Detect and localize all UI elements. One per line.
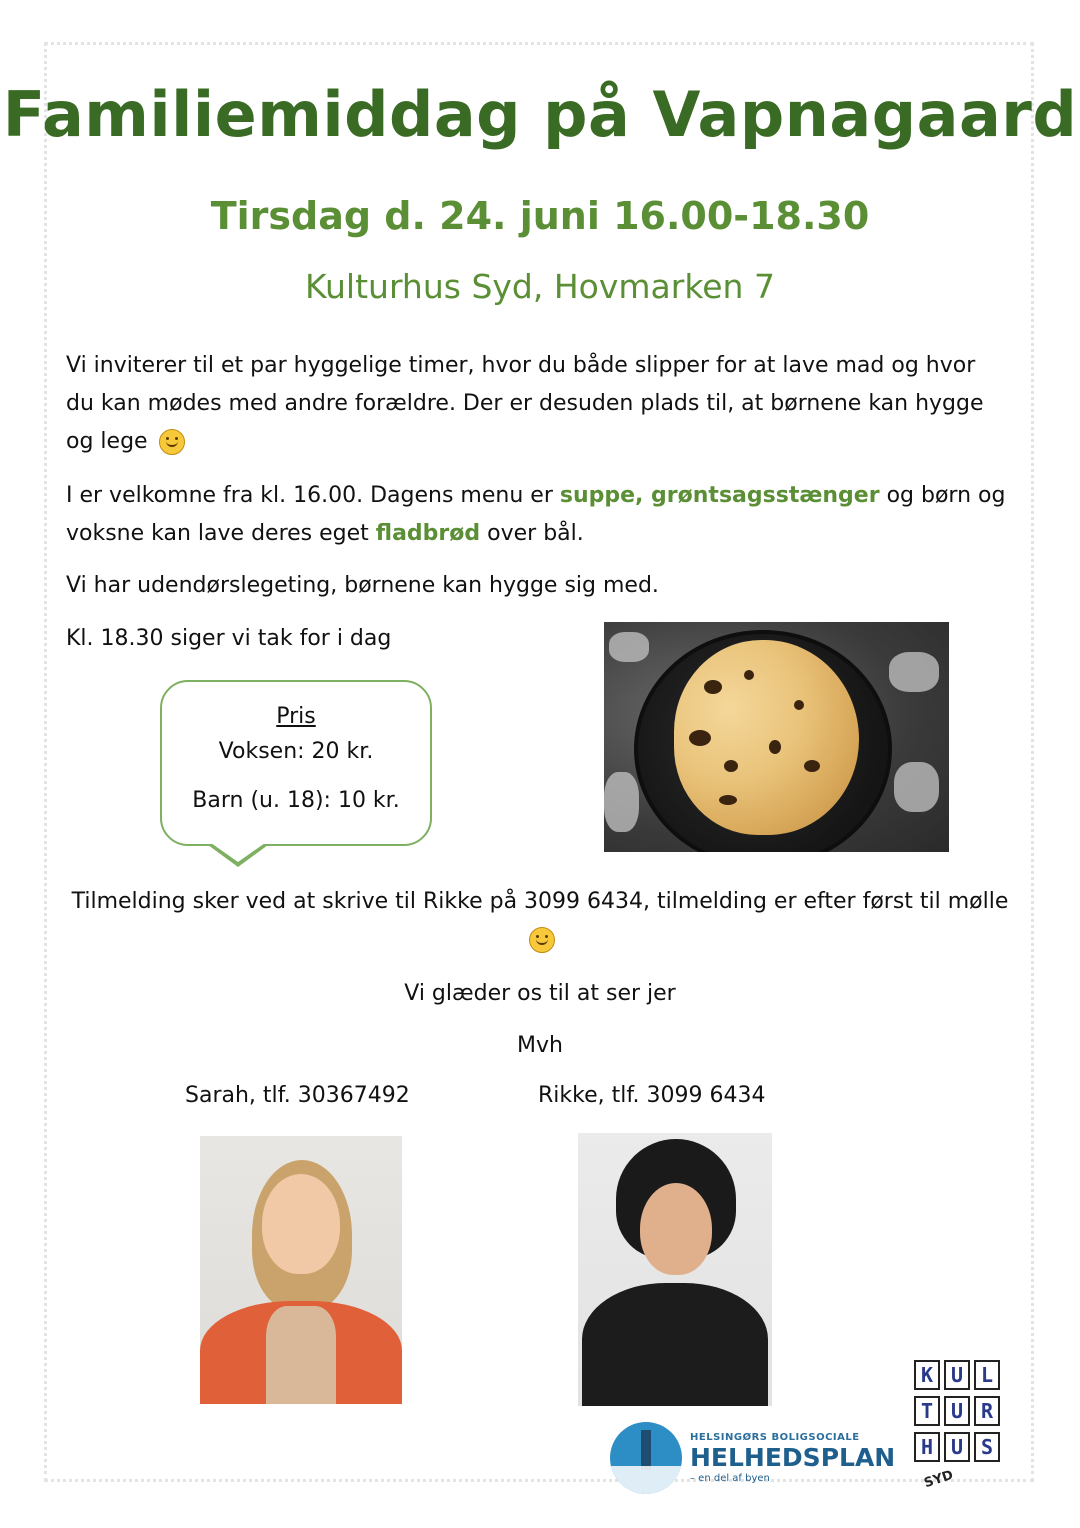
menu-item-flatbread: fladbrød — [375, 521, 481, 546]
kulturhus-syd-text: SYD — [922, 1467, 956, 1492]
kulturhus-logo — [912, 1360, 1008, 1498]
kulturhus-letter: S — [974, 1432, 1000, 1462]
blouse — [266, 1306, 336, 1404]
closing-time: Kl. 18.30 siger vi tak for i dag — [66, 626, 392, 651]
rikke-photo — [578, 1133, 772, 1406]
price-child: Barn (u. 18): 10 kr. — [192, 788, 400, 813]
helhedsplan-main-text: HELHEDSPLAN — [690, 1443, 896, 1472]
menu-text-1: I er velkomne fra kl. 16.00. Dagens menu er — [66, 483, 560, 508]
page-title: Familiemiddag på Vapnagaard — [2, 78, 1078, 151]
sweater — [582, 1283, 768, 1406]
event-date: Tirsdag d. 24. juni 16.00-18.30 — [210, 194, 870, 238]
face — [262, 1174, 340, 1274]
char-spot — [769, 740, 781, 754]
helhedsplan-tagline: – en del af byen — [690, 1473, 770, 1484]
helhedsplan-logo — [610, 1418, 896, 1496]
kulturhus-letter: U — [944, 1396, 970, 1426]
kulturhus-letter: H — [914, 1432, 940, 1462]
flatbread — [674, 640, 859, 835]
helhedsplan-emblem-icon — [610, 1422, 682, 1494]
smiley-icon — [159, 429, 185, 455]
smiley-icon — [529, 927, 555, 953]
signup-body: Tilmelding sker ved at skrive til Rikke på 3099 6434, tilmelding er efter først til mølle — [71, 889, 1009, 914]
kulturhus-letter: K — [914, 1360, 940, 1390]
char-spot — [724, 760, 738, 772]
regards: Mvh — [517, 1033, 563, 1058]
contact-sarah: Sarah, tlf. 30367492 — [185, 1083, 410, 1108]
intro-text: Vi inviterer til et par hyggelige timer, hvor du både slipper for at lave mad og hvor du kan mødes med andre forældre. Der er desuden plads til, at børnene kan hygge og lege — [66, 353, 984, 454]
char-spot — [804, 760, 820, 772]
sarah-photo — [200, 1136, 402, 1404]
face — [640, 1183, 712, 1275]
ash-detail — [609, 632, 649, 662]
char-spot — [704, 680, 722, 694]
tower-shape — [641, 1430, 651, 1470]
flatbread-photo — [604, 622, 949, 852]
signup-text — [66, 883, 1014, 959]
menu-paragraph — [66, 477, 1006, 553]
intro-paragraph — [66, 347, 1006, 461]
kulturhus-letter: L — [974, 1360, 1000, 1390]
kulturhus-letter: T — [914, 1396, 940, 1426]
char-spot — [744, 670, 754, 680]
price-adult: Voksen: 20 kr. — [218, 739, 374, 764]
event-location: Kulturhus Syd, Hovmarken 7 — [305, 267, 775, 306]
outdoor-paragraph: Vi har udendørslegeting, børnene kan hygge sig med. — [66, 573, 659, 598]
menu-text-3: over bål. — [480, 521, 584, 546]
ash-detail — [894, 762, 939, 812]
contact-rikke: Rikke, tlf. 3099 6434 — [538, 1083, 766, 1108]
kulturhus-letter: R — [974, 1396, 1000, 1426]
ash-detail — [604, 772, 639, 832]
wave-shape — [610, 1466, 682, 1494]
menu-item-soup: suppe, grøntsagsstænger — [559, 483, 880, 508]
kulturhus-letter: U — [944, 1432, 970, 1462]
ash-detail — [889, 652, 939, 692]
bubble-tail-inner — [211, 843, 265, 862]
char-spot — [719, 795, 737, 805]
greeting: Vi glæder os til at ser jer — [404, 981, 676, 1006]
kulturhus-letter: U — [944, 1360, 970, 1390]
menu-text-2: og børn og voksne kan lave deres eget — [66, 483, 1006, 546]
price-bubble — [160, 680, 432, 846]
char-spot — [794, 700, 804, 710]
price-heading: Pris — [276, 704, 316, 729]
helhedsplan-top-text: HELSINGØRS BOLIGSOCIALE — [690, 1432, 860, 1443]
char-spot — [689, 730, 711, 746]
